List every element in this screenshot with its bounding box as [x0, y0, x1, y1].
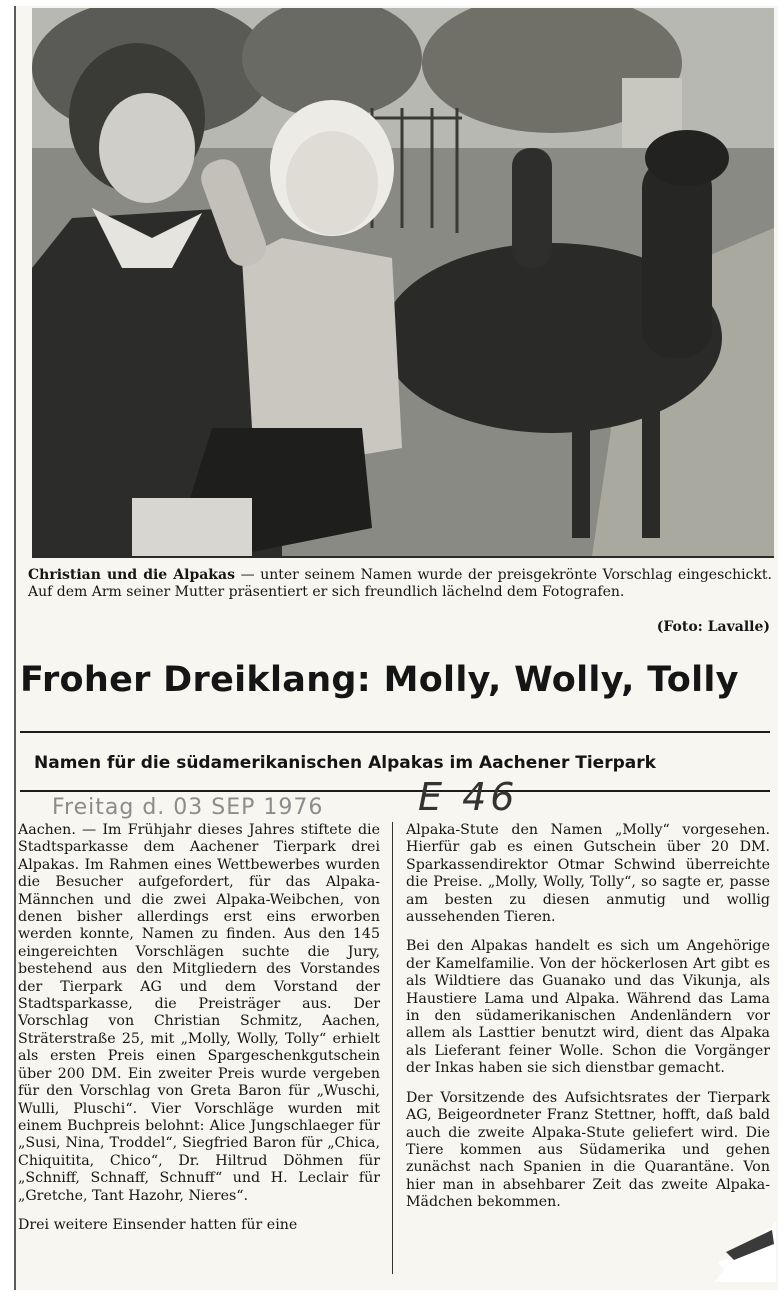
caption-lead: Christian und die Alpakas: [28, 567, 235, 583]
subheadline: Namen für die südamerikanischen Alpakas im Aachener Tierpark: [34, 753, 656, 773]
article-column-left: [18, 822, 380, 1246]
date-stamp: Freitag d. 03 SEP 1976: [52, 795, 324, 820]
photo-credit: (Foto: Lavalle): [656, 619, 770, 635]
subheadline-divider: [20, 790, 770, 792]
column-divider: [392, 822, 393, 1274]
caption-text: — unter seinem Namen wurde der preisgekrönte Vorschlag eingeschickt. Auf dem Arm seiner Mutter präsentiert er sich freundlich lächelnd dem Fotografen.: [28, 567, 772, 600]
photo-alpaca-family-image: [32, 8, 774, 556]
headline-divider: [20, 731, 770, 733]
torn-corner-icon: [714, 1222, 776, 1282]
article-paragraph: Drei weitere Einsender hatten für eine: [18, 1216, 298, 1233]
article-paragraph: Aachen. — Im Frühjahr dieses Jahres stiftete die Stadtsparkasse dem Aachener Tierpark drei Alpakas. Im Rahmen eines Wettbewerbes wurden die Besucher aufgefordert, für das Alpaka-Männchen und die zwei Alpaka-Weibchen, von denen bisher allerdings erst eins erworben werden konnte, Namen zu finden. Aus den 145 eingereichten Vorschlägen suchte die Jury, bestehend aus den Mitgliedern des Vorstandes der Tierpark AG und dem Vorstand der Stadtsparkasse, die Preisträger aus. Der Vorschlag von Christian Schmitz, Aachen, Sträterstraße 25, mit „Molly, Wolly, Tolly“ erhielt als ersten Preis einen Spargeschenkgutschein über 200 DM. Ein zweiter Preis wurde vergeben für den Vorschlag von Greta Baron für „Wuschi, Wulli, Pluschi“. Vier Vorschläge wurden mit einem Buchpreis belohnt: Alice Jungschlaeger für „Susi, Nina, Troddel“, Siegfried Baron für „Chica, Chiquitita, Chico“, Dr. Hiltrud Döhmen für „Schniff, Schnaff, Schnuff“ und H. Leclair für „Gretche, Tant Hazohr, Nieres“.: [18, 822, 380, 1204]
photo: [32, 8, 774, 558]
article-column-right: [406, 822, 770, 1224]
article-paragraph: Alpaka-Stute den Namen „Molly“ vorgesehen. Hierfür gab es einen Gutschein über 20 DM. Sparkassendirektor Otmar Schwind überreichte die Preise. „Molly, Wolly, Tolly“, so sagte er, passe am besten zu diesen anmutig und wollig aussehenden Tieren.: [406, 822, 770, 926]
headline: Froher Dreiklang: Molly, Wolly, Tolly: [20, 660, 739, 700]
handwritten-note: E 46: [418, 775, 519, 819]
article-paragraph: Bei den Alpakas handelt es sich um Angehörige der Kamelfamilie. Von der höckerlosen Art gibt es als Wildtiere das Guanako und das Vikunja, als Haustiere Lama und Alpaka. Während das Lama in den südamerikanischen Andenländern vor allem als Lasttier benutzt wird, dient das Alpaka als Lieferant feiner Wolle. Schon die Vorgänger der Inkas haben sie sich dienstbar gemacht.: [406, 938, 770, 1077]
photo-caption: [28, 567, 772, 601]
article-paragraph: Der Vorsitzende des Aufsichtsrates der Tierpark AG, Beigeordneter Franz Stettner, hofft, daß bald auch die zweite Alpaka-Stute geliefert wird. Die Tiere kommen aus Südamerika und gehen zunächst nach Spanien in die Quarantäne. Von hier man in absehbarer Zeit das zweite Alpaka-Mädchen bekommen.: [406, 1089, 770, 1211]
